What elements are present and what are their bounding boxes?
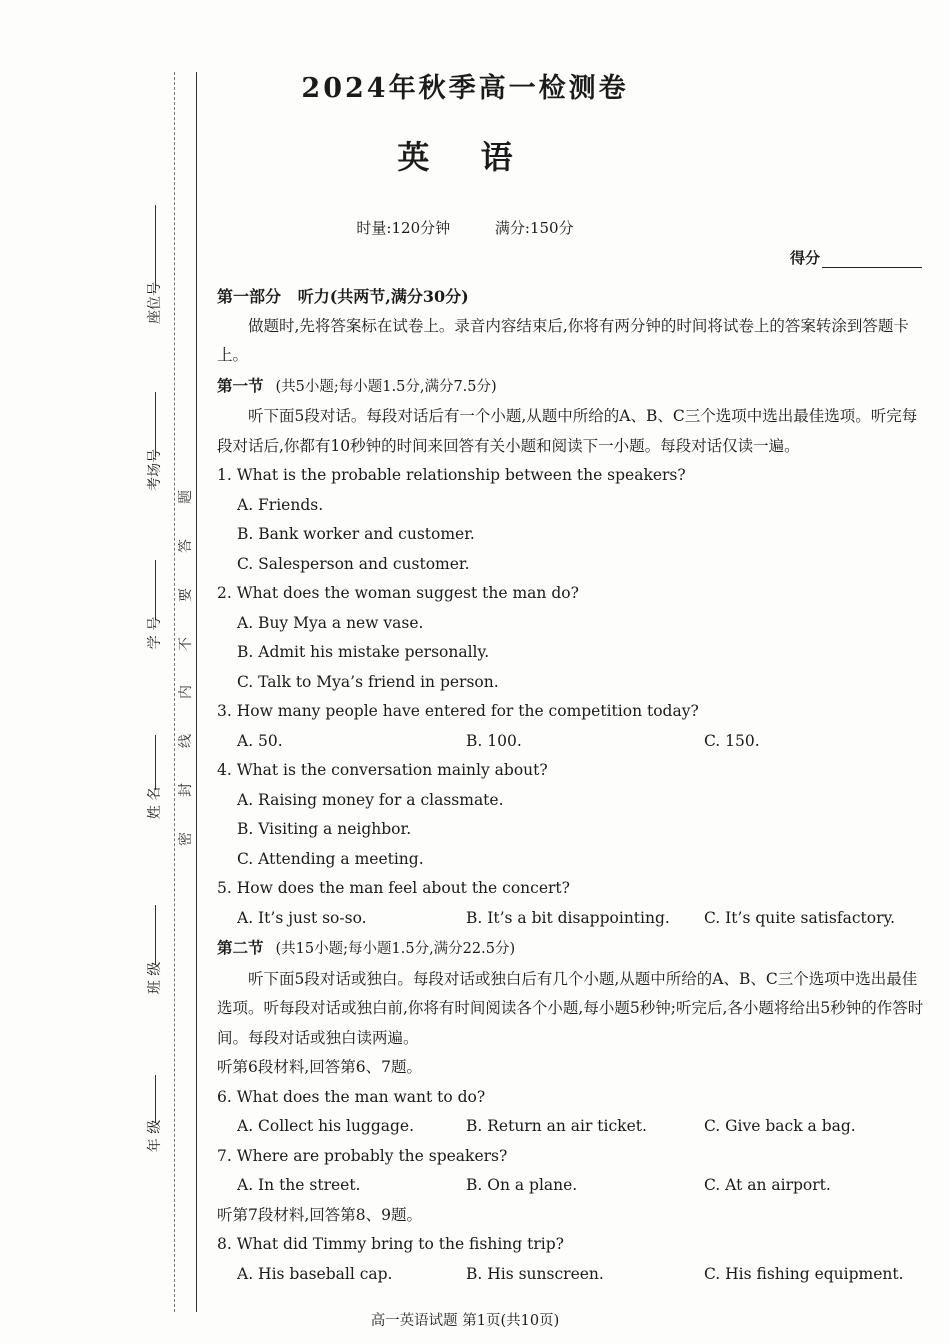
question-option[interactable]: B. Admit his mistake personally.	[237, 643, 490, 661]
field-grade-label: 年 级	[147, 1119, 164, 1153]
question-option[interactable]: C. Salesperson and customer.	[237, 554, 470, 573]
question-options-row	[217, 727, 927, 757]
field-student-number-label: 学 号	[147, 616, 164, 650]
part1-label: 第一部分	[217, 287, 282, 306]
field-class-label: 班 级	[147, 961, 164, 995]
exam-content	[217, 282, 927, 1289]
seal-char: 答	[178, 538, 194, 553]
question-option[interactable]: C. Give back a bag.	[704, 1117, 856, 1135]
field-exam-room	[140, 392, 170, 491]
question-stem: 7. Where are probably the speakers?	[217, 1146, 508, 1165]
question-stem: 3. How many people have entered for the competition today?	[217, 702, 699, 720]
question-stem: 2. What does the woman suggest the man do?	[217, 584, 579, 602]
seal-char: 内	[178, 685, 194, 700]
seal-char: 题	[178, 490, 194, 504]
field-name-label: 姓 名	[147, 786, 164, 820]
seal-char: 不	[178, 636, 194, 651]
question-option[interactable]: A. It’s just so-so.	[237, 908, 367, 927]
question-stem: 6. What does the man want to do?	[217, 1087, 486, 1106]
question-option[interactable]: B. It’s a bit disappointing.	[466, 908, 670, 927]
question-option[interactable]: B. Return an air ticket.	[466, 1117, 647, 1135]
seal-char: 封	[178, 783, 194, 798]
question-stem: 5. How does the man feel about the concert?	[217, 879, 570, 897]
question-option[interactable]: C. 150.	[704, 731, 760, 750]
question-option[interactable]: C. His fishing equipment.	[704, 1264, 904, 1283]
question-stem: 1. What is the probable relationship between the speakers?	[217, 466, 686, 484]
score-blank[interactable]	[822, 251, 922, 268]
seal-char: 线	[178, 734, 194, 749]
field-grade-line	[155, 1075, 156, 1123]
part1-title: 听力(共两节,满分30分)	[297, 287, 469, 306]
exam-subject: 英 语	[397, 138, 533, 176]
field-name	[140, 735, 170, 820]
question-option[interactable]: C. It’s quite satisfactory.	[704, 908, 896, 927]
question-option[interactable]: C. Attending a meeting.	[237, 849, 424, 868]
exam-meta	[200, 217, 730, 238]
section2-heading	[217, 933, 927, 965]
material-7-note: 听第7段材料,回答第8、9题。	[217, 1205, 423, 1224]
section2-label: 第二节	[217, 938, 264, 957]
question-option[interactable]: A. His baseball cap.	[237, 1264, 393, 1283]
question-option[interactable]: B. Visiting a neighbor.	[237, 820, 412, 838]
question-option[interactable]: B. On a plane.	[466, 1176, 578, 1194]
field-student-number-line	[155, 560, 156, 620]
question-option[interactable]: C. Talk to Mya’s friend in person.	[237, 672, 499, 691]
material-6-note: 听第6段材料,回答第6、7题。	[217, 1058, 423, 1076]
question-option[interactable]: B. Bank worker and customer.	[237, 525, 475, 543]
question-option[interactable]: B. His sunscreen.	[466, 1264, 604, 1283]
exam-full-score: 满分:150分	[494, 219, 574, 237]
field-seat-number	[140, 205, 170, 324]
question-option[interactable]: A. Collect his luggage.	[237, 1117, 415, 1135]
question-stem: 8. What did Timmy bring to the fishing trip?	[217, 1235, 564, 1253]
exam-time: 时量:120分钟	[356, 219, 451, 237]
part1-heading	[217, 282, 927, 312]
question-option[interactable]: A. 50.	[237, 731, 283, 750]
question-options-row	[217, 1260, 927, 1290]
seal-char: 要	[178, 587, 194, 602]
binding-solid-line	[196, 72, 197, 1312]
question-options-row	[217, 1112, 927, 1142]
question-option[interactable]: A. Buy Mya a new vase.	[237, 613, 424, 632]
field-class	[140, 905, 170, 995]
question-option[interactable]: A. In the street.	[237, 1176, 361, 1194]
question-option[interactable]: B. 100.	[466, 731, 522, 750]
score-box	[790, 247, 922, 268]
part1-instruction: 做题时,先将答案标在试卷上。录音内容结束后,你将有两分钟的时间将试卷上的答案转涂到答题卡上。	[217, 316, 909, 364]
field-name-line	[155, 735, 156, 790]
section1-heading	[217, 371, 927, 403]
field-seat-line	[155, 205, 156, 290]
exam-title: 2024年秋季高一检测卷	[301, 73, 629, 104]
section2-instruction: 听下面5段对话或独白。每段对话或独白后有几个小题,从题中所给的A、B、C三个选项中选出最佳选项。听每段对话或独白前,你将有时间阅读各个小题,每小题5秒钟;听完后,各小题将给出5秒钟的作答时间。每段对话或独白读两遍。	[217, 969, 924, 1047]
question-options-row	[217, 1171, 927, 1201]
question-option[interactable]: A. Friends.	[237, 495, 324, 514]
section1-info: (共5小题;每小题1.5分,满分7.5分)	[275, 378, 497, 395]
field-exam-room-line	[155, 392, 156, 457]
page-footer: 高一英语试题 第1页(共10页)	[370, 1313, 560, 1329]
question-option[interactable]: A. Raising money for a classmate.	[237, 790, 504, 809]
seal-line-notice	[176, 490, 196, 846]
section1-label: 第一节	[217, 375, 264, 395]
section2-info: (共15小题;每小题1.5分,满分22.5分)	[275, 941, 516, 957]
question-options-row	[217, 904, 927, 934]
field-student-number	[140, 560, 170, 650]
question-stem: 4. What is the conversation mainly about?	[217, 761, 548, 779]
section1-instruction: 听下面5段对话。每段对话后有一个小题,从题中所给的A、B、C三个选项中选出最佳选项。听完每段对话后,你都有10秒钟的时间来回答有关小题和阅读下一小题。每段对话仅读一遍。	[217, 407, 918, 455]
seal-char: 密	[178, 831, 194, 846]
field-class-line	[155, 905, 156, 965]
cut-dashed-line	[174, 72, 175, 1312]
field-exam-room-label: 考场号	[147, 449, 163, 491]
question-option[interactable]: C. At an airport.	[704, 1176, 831, 1194]
field-grade	[140, 1075, 170, 1153]
score-label: 得分	[790, 249, 821, 267]
field-seat-label: 座位号	[147, 282, 163, 324]
